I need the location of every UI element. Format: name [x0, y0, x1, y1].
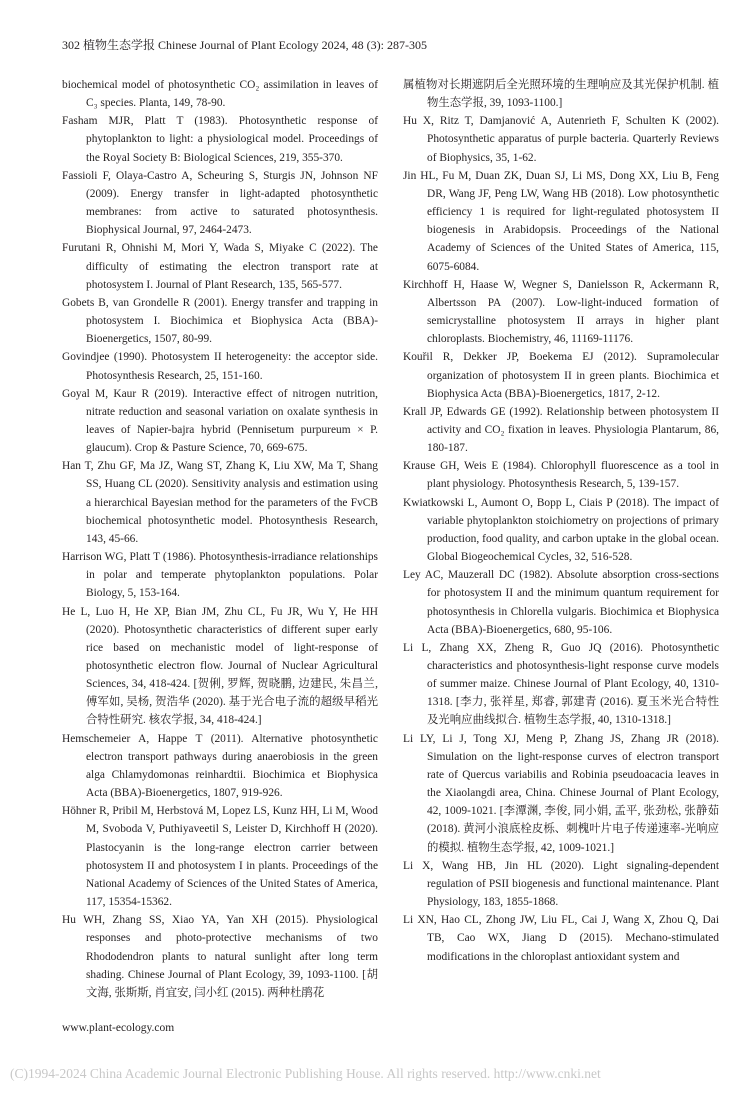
reference-entry: Li XN, Hao CL, Zhong JW, Liu FL, Cai J, Wang X, Zhou Q, Dai TB, Cao WX, Jiang D (2015). Mechano-stimulated modifications in the chloroplast antioxidant system and: [403, 914, 719, 963]
copyright-watermark: (C)1994-2024 China Academic Journal Electronic Publishing House. All rights reserved. http://www.cnki.net: [10, 1066, 601, 1081]
reference-entry: Krause GH, Weis E (1984). Chlorophyll fluorescence as a tool in plant physiology. Photosynthesis Research, 5, 139-157.: [403, 460, 719, 491]
reference-entry: Höhner R, Pribil M, Herbstová M, Lopez LS, Kunz HH, Li M, Wood M, Svoboda V, Puthiyaveetil S, Leister D, Kirchhoff H (2020). Plastocyanin is the long-range electron carrier between photosystem II and photosystem I in plants. Proceedings of the National Academy of Sciences of the United States of America, 117, 15354-15362.: [62, 805, 378, 909]
reference-entry: Li X, Wang HB, Jin HL (2020). Light signaling-dependent regulation of PSII biogenesis and functional maintenance. Plant Physiology, 183, 1855-1868.: [403, 859, 719, 909]
reference-entry: Fassioli F, Olaya-Castro A, Scheuring S, Sturgis JN, Johnson NF (2009). Energy transfer in light-adapted photosynthetic membranes: from active to saturated photosynthesis. Biophysical Journal, 97, 2464-2473.: [62, 169, 378, 237]
reference-entry: Kirchhoff H, Haase W, Wegner S, Danielsson R, Ackermann R, Albertsson PA (2007). Low-light-induced formation of semicrystalline photosystem II arrays in higher plant chloroplasts. Biochemistry, 46, 11169-11176.: [403, 278, 719, 346]
reference-entry: Ley AC, Mauzerall DC (1982). Absolute absorption cross-sections for photosystem II and the minimum quantum requirement for photosynthesis in Chlorella vulgaris. Biochimica et Biophysica Acta (BBA)-Bioenergetics, 680, 95-106.: [403, 569, 719, 636]
reference-entry: Jin HL, Fu M, Duan ZK, Duan SJ, Li MS, Dong XX, Liu B, Feng DR, Wang JF, Peng LW, Wang HB (2018). Low photosynthetic efficiency 1 is required for light-regulated photosystem II biogenesis in Arabidopsis. Proceedings of the National Academy of Sciences of the United States of America, 115, 6075-6084.: [403, 169, 719, 273]
reference-entry: Hemschemeier A, Happe T (2011). Alternative photosynthetic electron transport pathways during anaerobiosis in the green alga Chlamydomonas reinhardtii. Biochimica et Biophysica Acta (BBA)-Bioenergetics, 1807, 919-926.: [62, 732, 378, 800]
reference-entry: Han T, Zhu GF, Ma JZ, Wang ST, Zhang K, Liu XW, Ma T, Shang SS, Huang CL (2020). Sensitivity analysis and estimation using a hierarchical Bayesian method for the parameters of the FvCB biochemical photosynthetic model. Photosynthesis Research, 143, 45-66.: [62, 460, 378, 545]
reference-entry: Gobets B, van Grondelle R (2001). Energy transfer and trapping in photosystem I. Biochimica et Biophysica Acta (BBA)-Bioenergetics, 1507, 80-99.: [62, 296, 378, 346]
reference-entry: Hu X, Ritz T, Damjanović A, Autenrieth F, Schulten K (2002). Photosynthetic apparatus of purple bacteria. Quarterly Reviews of Biophysics, 35, 1-62.: [403, 115, 719, 164]
reference-entry: Li LY, Li J, Tong XJ, Meng P, Zhang JS, Zhang JR (2018). Simulation on the light-response curves of electron transport rate of Quercus variabilis and Robinia pseudoacacia leaves in the Xiaolangdi area, China. Chinese Journal of Plant Ecology, 42, 1009-1021. [李潭渊, 李俊, 同小娟, 孟平, 张劲松, 张静茹 (2018). 黄河小浪底栓皮栎、刺槐叶片电子传递速率-光响应的模拟. 植物生态学报, 42, 1009-1021.]: [403, 732, 719, 854]
running-header: 302 植物生态学报 Chinese Journal of Plant Ecology 2024, 48 (3): 287-305: [62, 38, 427, 52]
reference-entry: 属植物对长期遮阴后全光照环境的生理响应及其光保护机制. 植物生态学报, 39, 1093-1100.]: [403, 79, 719, 110]
reference-entry: Goyal M, Kaur R (2019). Interactive effect of nitrogen nutrition, nitrate reduction and seasonal variation on oxalate synthesis in leaves of Napier-bajra hybrid (Pennisetum purpureum × P. glaucum). Crop & Pasture Science, 70, 669-675.: [62, 387, 378, 455]
reference-entry: Li L, Zhang XX, Zheng R, Guo JQ (2016). Photosynthetic characteristics and photosynthesis-light response curve models of summer maize. Chinese Journal of Plant Ecology, 40, 1310-1318. [李力, 张祥星, 郑睿, 郭建青 (2016). 夏玉米光合特性及光响应曲线拟合. 植物生态学报, 40, 1310-1318.]: [403, 641, 719, 727]
reference-entry: biochemical model of photosynthetic CO₂ assimilation in leaves of C₃ species. Planta, 149, 78-90.: [62, 79, 378, 110]
reference-entry: Hu WH, Zhang SS, Xiao YA, Yan XH (2015). Physiological responses and photo-protective mechanisms of two Rhododendron plants to natural sunlight after long term shading. Chinese Journal of Plant Ecology, 39, 1093-1100. [胡文海, 张斯斯, 肖宜安, 闫小红 (2015). 两种杜鹃花: [62, 914, 378, 999]
journal-website-link[interactable]: www.plant-ecology.com: [62, 1022, 175, 1034]
left-reference-column: [62, 76, 378, 1002]
reference-entry: Krall JP, Edwards GE (1992). Relationship between photosystem II activity and CO₂ fixation in leaves. Physiologia Plantarum, 86, 180-187.: [403, 405, 719, 455]
reference-entry: Fasham MJR, Platt T (1983). Photosynthetic response of phytoplankton to light: a physiological model. Proceedings of the Royal Society B: Biological Sciences, 219, 355-370.: [62, 115, 378, 164]
reference-entry: He L, Luo H, He XP, Bian JM, Zhu CL, Fu JR, Wu Y, He HH (2020). Photosynthetic characteristics of different super early rice based on mechanistic model of light-response of photosynthetic electron flow. Journal of Nuclear Agricultural Sciences, 34, 418-424. [贺俐, 罗辉, 贺晓鹏, 边建民, 朱昌兰, 傅军如, 吴杨, 贺浩华 (2020). 基于光合电子流的超级早稻光合特性研究. 核农学报, 34, 418-424.]: [62, 605, 378, 727]
reference-entry: Harrison WG, Platt T (1986). Photosynthesis-irradiance relationships in polar and temperate phytoplankton populations. Polar Biology, 5, 153-164.: [62, 551, 378, 600]
reference-entry: Furutani R, Ohnishi M, Mori Y, Wada S, Miyake C (2022). The difficulty of estimating the electron transport rate at photosystem I. Journal of Plant Research, 135, 565-577.: [62, 242, 378, 291]
right-reference-column: [403, 76, 719, 966]
reference-entry: Kwiatkowski L, Aumont O, Bopp L, Ciais P (2018). The impact of variable phytoplankton stoichiometry on projections of primary production, food quality, and carbon uptake in the global ocean. Global Biogeochemical Cycles, 32, 516-528.: [403, 496, 719, 564]
reference-entry: Govindjee (1990). Photosystem II heterogeneity: the acceptor side. Photosynthesis Research, 25, 151-160.: [62, 351, 378, 382]
reference-entry: Kouřil R, Dekker JP, Boekema EJ (2012). Supramolecular organization of photosystem II in green plants. Biochimica et Biophysica Acta (BBA)-Bioenergetics, 1817, 2-12.: [403, 351, 719, 400]
